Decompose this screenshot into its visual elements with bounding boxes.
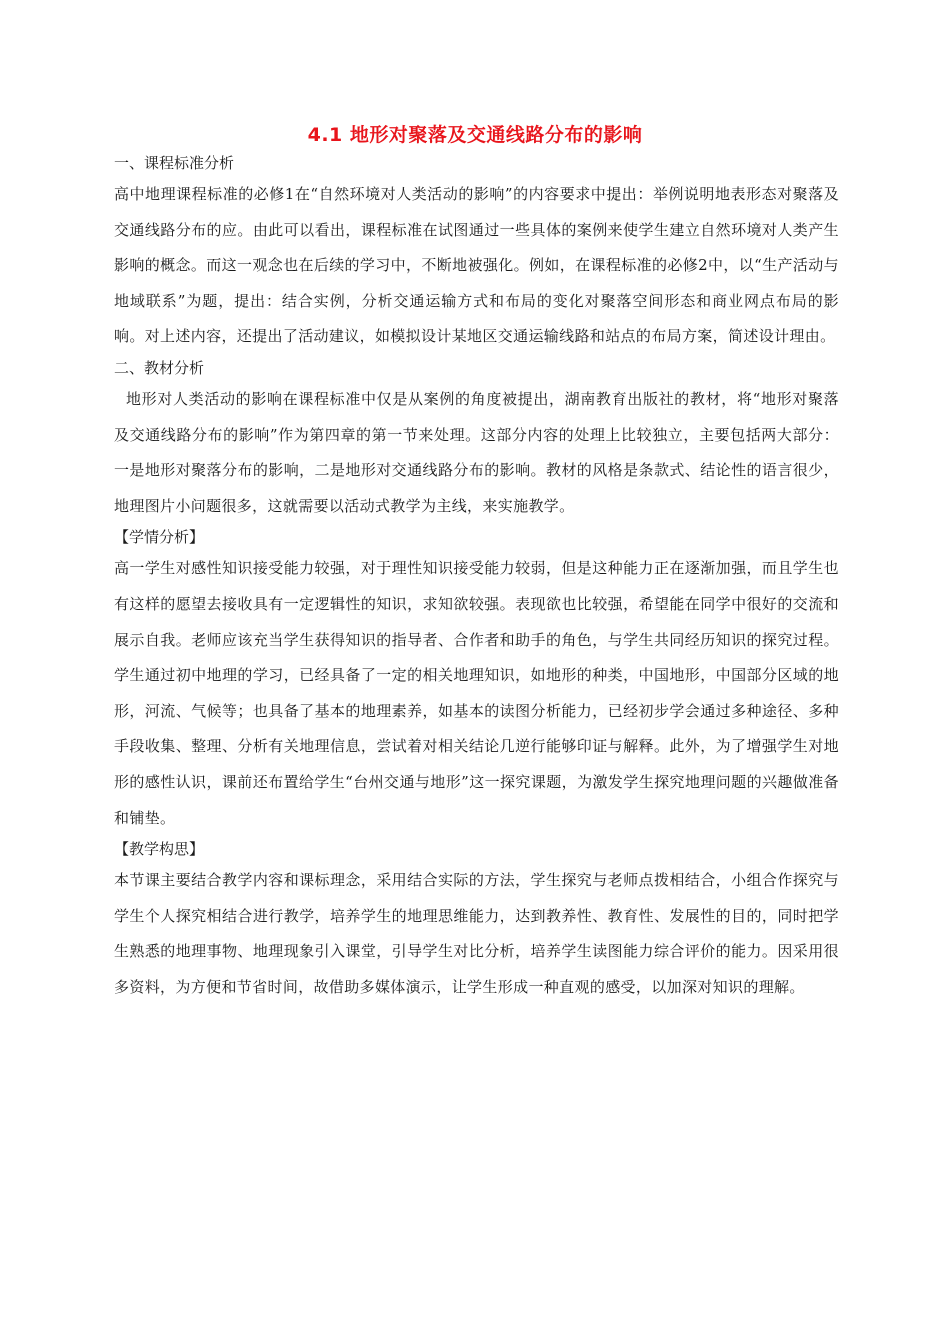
section-paragraph-textbook-analysis: 地形对人类活动的影响在课程标准中仅是从案例的角度被提出，湖南教育出版社的教材，将“地形对聚落及交通线路分布的影响”作为第四章的第一节来处理。这部分内容的处理上比较独立，主要包括两大部分：一是地形对聚落分布的影响，二是地形对交通线路分布的影响。教材的风格是条款式、结论性的语言很少，地理图片小问题很多，这就需要以活动式教学为主线，来实施教学。 — [114, 389, 839, 515]
document-body — [114, 150, 839, 1005]
section-paragraph-curriculum-standard: 高中地理课程标准的必修1在“自然环境对人类活动的影响”的内容要求中提出：举例说明地表形态对聚落及交通线路分布的应。由此可以看出，课程标准在试图通过一些具体的案例来使学生建立自然环境对人类产生影响的概念。而这一观念也在后续的学习中，不断地被强化。例如，在课程标准的必修2中，以“生产活动与地域联系”为题，提出：结合实例，分析交通运输方式和布局的变化对聚落空间形态和商业网点布局的影响。对上述内容，还提出了活动建议，如模拟设计某地区交通运输线路和站点的布局方案，简述设计理由。 — [114, 185, 839, 346]
section-paragraph-student-analysis: 高一学生对感性知识接受能力较强，对于理性知识接受能力较弱，但是这种能力正在逐渐加强，而且学生也有这样的愿望去接收具有一定逻辑性的知识，求知欲较强。表现欲也比较强，希望能在同学中很好的交流和展示自我。老师应该充当学生获得知识的指导者、合作者和助手的角色，与学生共同经历知识的探究过程。学生通过初中地理的学习，已经具备了一定的相关地理知识，如地形的种类，中国地形，中国部分区域的地形，河流、气候等；也具备了基本的地理素养，如基本的读图分析能力，已经初步学会通过多种途径、多种手段收集、整理、分析有关地理信息，尝试着对相关结论几逆行能够印证与解释。此外，为了增强学生对地形的感性认识，课前还布置给学生“台州交通与地形”这一探究课题，为激发学生探究地理问题的兴趣做准备和铺垫。 — [114, 559, 839, 827]
section-heading-curriculum-standard: 一、课程标准分析 — [114, 154, 235, 172]
section-paragraph-teaching-design: 本节课主要结合教学内容和课标理念，采用结合实际的方法，学生探究与老师点拨相结合，小组合作探究与学生个人探究相结合进行教学，培养学生的地理思维能力，达到教养性、教育性、发展性的目的，同时把学生熟悉的地理事物、地理现象引入课堂，引导学生对比分析，培养学生读图能力综合评价的能力。因采用很多资料，为方便和节省时间，故借助多媒体演示，让学生形成一种直观的感受，以加深对知识的理解。 — [114, 871, 839, 996]
section-heading-textbook-analysis: 二、教材分析 — [114, 358, 205, 377]
section-heading-teaching-design: 【教学构思】 — [114, 840, 205, 859]
section-heading-student-analysis: 【学情分析】 — [114, 528, 205, 547]
document-title: 4.1 地形对聚落及交通线路分布的影响 — [307, 124, 643, 146]
